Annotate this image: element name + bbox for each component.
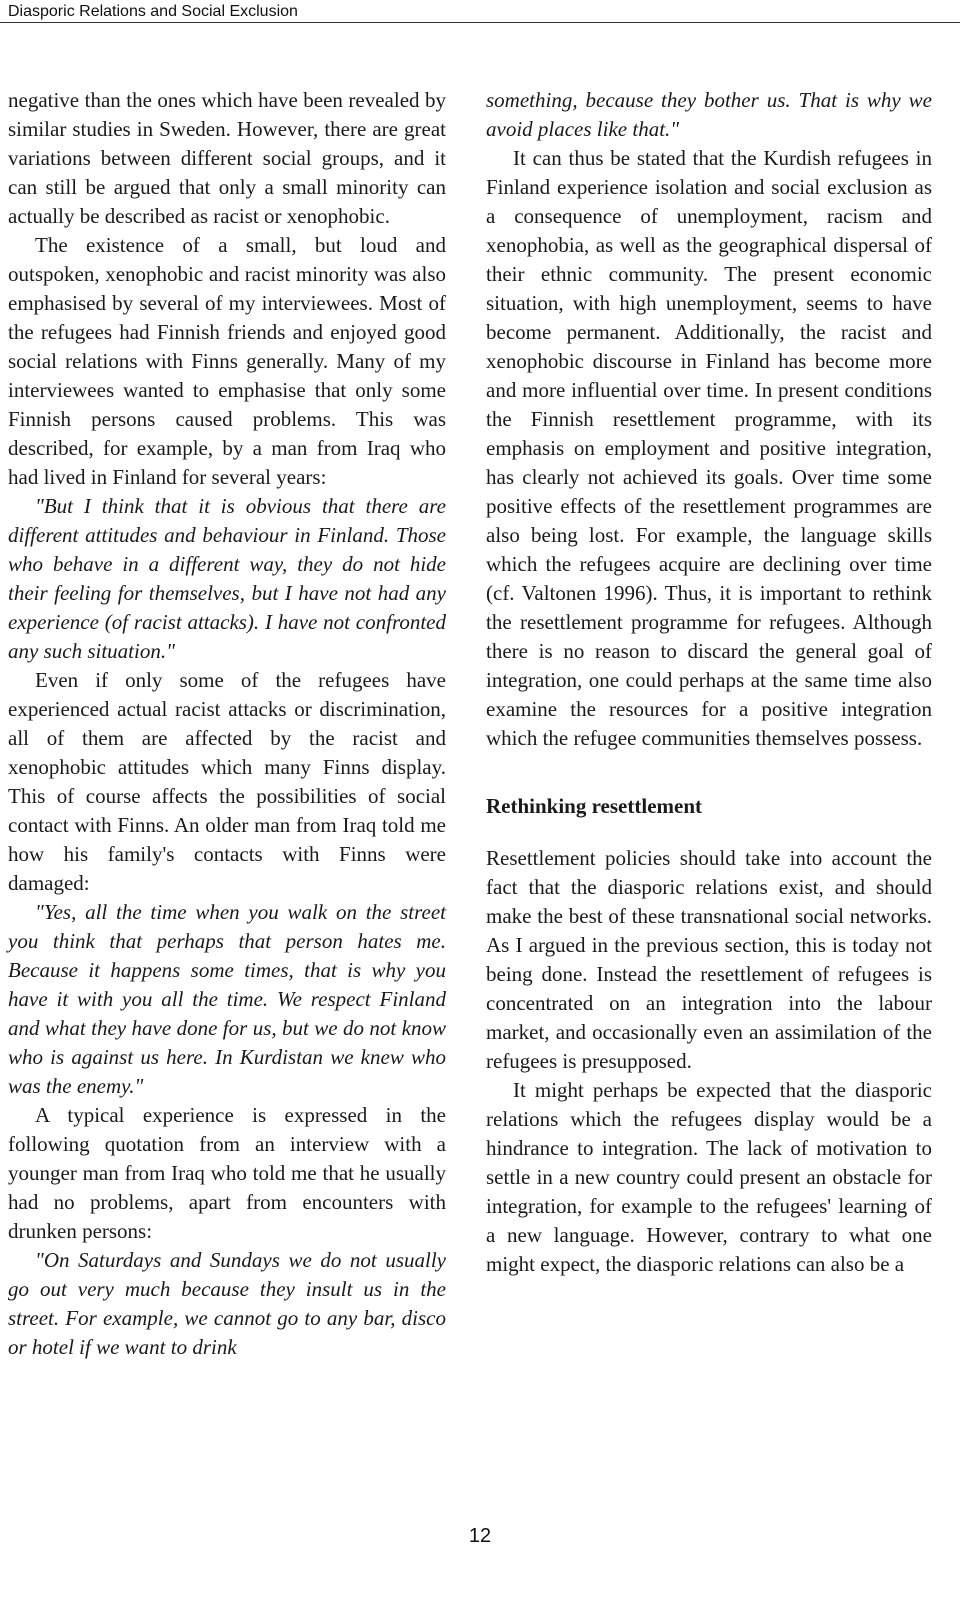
running-header: Diasporic Relations and Social Exclusion: [8, 3, 298, 20]
header-rule: [0, 22, 960, 23]
interview-quote-continued: something, because they bother us. That is why we avoid places like that.": [486, 88, 932, 141]
right-column: [486, 86, 932, 1279]
paragraph: Resettlement policies should take into account the fact that the diasporic relations exist, and should make the best of these transnational social networks. As I argued in the previous section, this is today not being done. Instead the resettlement of refugees is concentrated on an integration into the labour market, and occasionally even an assimilation of the refugees is presupposed.: [486, 846, 932, 1073]
page-number: 12: [468, 1525, 492, 1547]
paragraph: The existence of a small, but loud and outspoken, xenophobic and racist minority was also emphasised by several of my interviewees. Most of the refugees had Finnish friends and enjoyed good social relations with Finns generally. Many of my interviewees wanted to emphasise that only some Finnish persons caused problems. This was described, for example, by a man from Iraq who had lived in Finland for several years:: [8, 233, 446, 489]
interview-quote: "On Saturdays and Sundays we do not usually go out very much because they insult us in the street. For example, we cannot go to any bar, disco or hotel if we want to drink: [8, 1248, 446, 1359]
paragraph: It might perhaps be expected that the diasporic relations which the refugees display would be a hindrance to integration. The lack of motivation to settle in a new country could present an obstacle for integration, for example to the refugees' learning of a new language. However, contrary to what one might expect, the diasporic relations can also be a: [486, 1078, 932, 1276]
paragraph: It can thus be stated that the Kurdish refugees in Finland experience isolation and social exclusion as a consequence of unemployment, racism and xenophobia, as well as the geographical dispersal of their ethnic community. The present economic situation, with high unemployment, seems to have become permanent. Additionally, the racist and xenophobic discourse in Finland has become more and more influential over time. In present conditions the Finnish resettlement programme, with its emphasis on employment and positive integration, has clearly not achieved its goals. Over time some positive effects of the resettlement programmes are also being lost. For example, the language skills which the refugees acquire are declining over time (cf. Valtonen 1996). Thus, it is important to rethink the resettlement programme for refugees. Although there is no reason to discard the general goal of integration, one could perhaps at the same time also examine the resources for a positive integration which the refugee communities themselves possess.: [486, 146, 932, 750]
paragraph: A typical experience is expressed in the following quotation from an interview with a younger man from Iraq who told me that he usually had no problems, apart from encounters with drunken persons:: [8, 1103, 446, 1243]
section-heading: Rethinking resettlement: [486, 794, 702, 818]
interview-quote: "Yes, all the time when you walk on the street you think that perhaps that person hates me. Because it happens some times, that is why you have it with you all the time. We respect Finland and what they have done for us, but we do not know who is against us here. In Kurdistan we knew who was the enemy.": [8, 900, 446, 1098]
left-column: [8, 86, 446, 1362]
interview-quote: "But I think that it is obvious that there are different attitudes and behaviour in Finland. Those who behave in a different way, they do not hide their feeling for themselves, but I have not had any experience (of racist attacks). I have not confronted any such situation.": [8, 494, 446, 663]
paragraph: negative than the ones which have been revealed by similar studies in Sweden. However, there are great variations between different social groups, and it can still be argued that only a small minority can actually be described as racist or xenophobic.: [8, 88, 446, 228]
paragraph: Even if only some of the refugees have experienced actual racist attacks or discrimination, all of them are affected by the racist and xenophobic attitudes which many Finns display. This of course affects the possibilities of social contact with Finns. An older man from Iraq told me how his family's contacts with Finns were damaged:: [8, 668, 446, 895]
